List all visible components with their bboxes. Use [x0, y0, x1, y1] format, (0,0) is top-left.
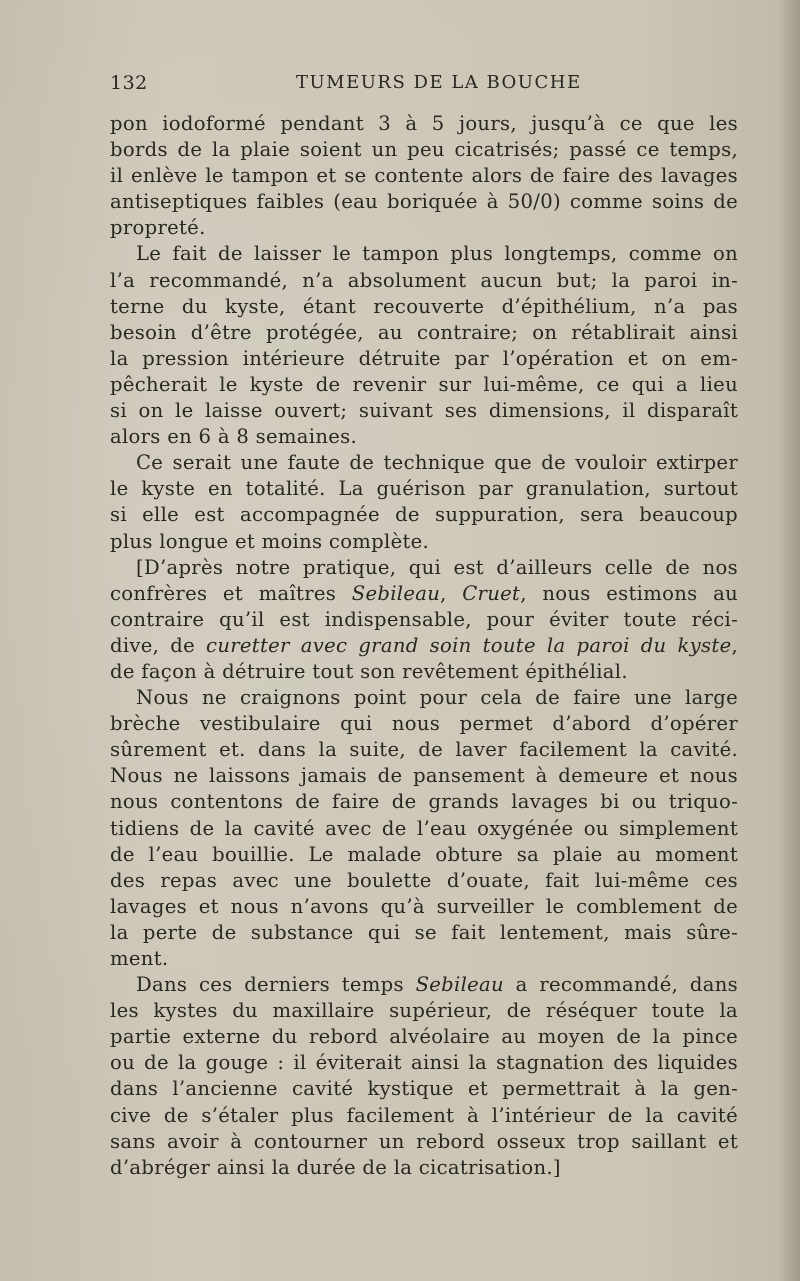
text-line: [D’après notre pratique, qui est d’ailleurs celle de nos [136, 555, 738, 579]
text-line: ment. [110, 947, 169, 970]
text-line: nous contentons de faire de grands lavages bi ou triquo- [110, 790, 738, 814]
text-line: terne du kyste, étant recouverte d’épithélium, n’a pas [110, 294, 738, 318]
text-line: dans l’ancienne cavité kystique et permettrait à la gen- [110, 1077, 738, 1101]
text-line: dive, de curetter avec grand soin toute la paroi du kyste, [110, 633, 739, 657]
text-line: Le fait de laisser le tampon plus longtemps, comme on [136, 242, 738, 266]
text-line: pon iodoformé pendant 3 à 5 jours, jusqu’à ce que les [110, 112, 738, 135]
text-line: d’abréger ainsi la durée de la cicatrisation.] [110, 1155, 561, 1179]
running-title: TUMEURS DE LA BOUCHE [296, 72, 582, 93]
text-line: si on le laisse ouvert; suivant ses dimensions, il disparaît [110, 399, 738, 423]
text-line: ou de la gouge : il éviterait ainsi la stagnation des liquides [110, 1051, 738, 1075]
text-line: des repas avec une boulette d’ouate, fait lui-même ces [110, 868, 738, 892]
text-line: le kyste en totalité. La guérison par granulation, surtout [110, 477, 738, 501]
text-line: partie externe du rebord alvéolaire au moyen de la pince [110, 1025, 738, 1049]
text-line: cive de s’étaler plus facilement à l’intérieur de la cavité [110, 1103, 738, 1127]
text-line: Ce serait une faute de technique que de vouloir extirper [136, 451, 738, 475]
text-line: sans avoir à contourner un rebord osseux trop saillant et [110, 1129, 738, 1153]
text-line: contraire qu’il est indispensable, pour éviter toute réci- [110, 607, 738, 631]
text-line: la perte de substance qui se fait lentement, mais sûre- [110, 920, 738, 944]
text-line: Dans ces derniers temps Sebileau a recommandé, dans [136, 973, 738, 997]
text-line: bords de la plaie soient un peu cicatrisés; passé ce temps, [110, 138, 738, 162]
text-line: tidiens de la cavité avec de l’eau oxygénée ou simplement [110, 816, 738, 840]
text-line: propreté. [110, 216, 206, 240]
text-line: confrères et maîtres Sebileau, Cruet, nous estimons au [110, 581, 738, 605]
text-line: lavages et nous n’avons qu’à surveiller le comblement de [110, 894, 738, 918]
text-line: de l’eau bouillie. Le malade obture sa plaie au moment [110, 842, 738, 866]
text-line: la pression intérieure détruite par l’opération et on em- [110, 346, 738, 370]
text-line: les kystes du maxillaire supérieur, de réséquer toute la [110, 999, 738, 1023]
text-line: sûrement et. dans la suite, de laver facilement la cavité. [110, 738, 738, 762]
text-line: besoin d’être protégée, au contraire; on rétablirait ainsi [110, 320, 738, 344]
text-line: il enlève le tampon et se contente alors de faire des lavages [110, 164, 738, 188]
text-line: antiseptiques faibles (eau boriquée à 50/0) comme soins de [110, 190, 738, 214]
text-line: de façon à détruire tout son revêtement épithélial. [110, 659, 628, 683]
text-line: si elle est accompagnée de suppuration, sera beaucoup [110, 503, 738, 527]
text-line: brèche vestibulaire qui nous permet d’abord d’opérer [110, 712, 738, 736]
text-line: pêcherait le kyste de revenir sur lui-même, ce qui a lieu [110, 372, 738, 396]
text-line: alors en 6 à 8 semaines. [110, 425, 358, 449]
text-line: l’a recommandé, n’a absolument aucun but; la paroi in- [110, 268, 738, 292]
page-header [110, 72, 740, 98]
text-line: Nous ne craignons point pour cela de faire une large [136, 686, 738, 710]
body-text [110, 111, 738, 1181]
text-line: plus longue et moins complète. [110, 529, 430, 553]
text-line: Nous ne laissons jamais de pansement à demeure et nous [110, 764, 738, 788]
page-number: 132 [110, 72, 148, 94]
